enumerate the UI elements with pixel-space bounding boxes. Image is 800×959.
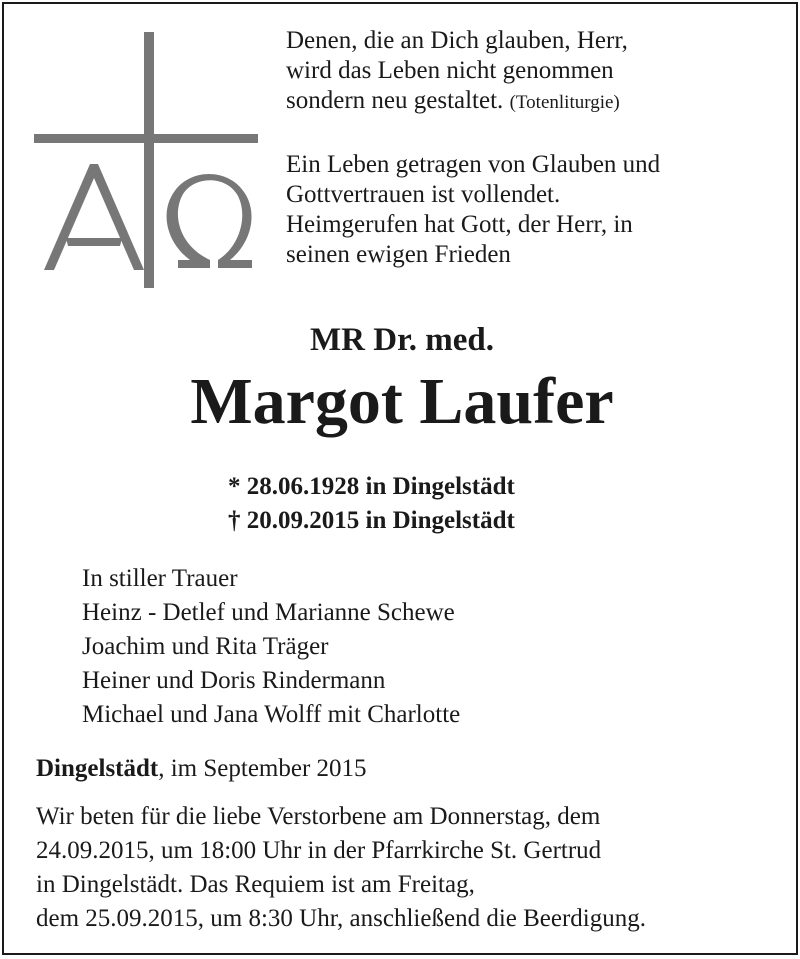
quote-line: sondern neu gestaltet. [286, 87, 504, 114]
deceased-title: MR Dr. med. [310, 322, 494, 358]
cross-vertical-bar [144, 32, 154, 288]
mourner-line: Joachim und Rita Träger [82, 633, 329, 660]
quote-source: (Totenliturgie) [509, 92, 620, 113]
date-text: , im September 2015 [158, 755, 367, 782]
faith-statement [286, 150, 660, 270]
alpha-glyph [44, 164, 144, 270]
mourners-list [82, 562, 460, 732]
service-line: 24.09.2015, um 18:00 Uhr in der Pfarrkirche St. Gertrud [36, 837, 602, 864]
life-dates [228, 470, 515, 538]
faith-line: Ein Leben getragen von Glauben und [286, 151, 661, 178]
death-date: † 20.09.2015 in Dingelstädt [228, 507, 515, 534]
scripture-quote [286, 26, 628, 118]
service-line: in Dingelstädt. Das Requiem ist am Freitag, [36, 871, 475, 898]
place-name: Dingelstädt [36, 755, 159, 782]
service-line: Wir beten für die liebe Verstorbene am Donnerstag, dem [36, 803, 601, 830]
birth-date: * 28.06.1928 in Dingelstädt [228, 473, 515, 500]
quote-line: Denen, die an Dich glauben, Herr, [286, 27, 628, 54]
omega-glyph [167, 174, 252, 268]
cross-horizontal-bar [34, 134, 258, 143]
quote-line: wird das Leben nicht genommen [286, 57, 614, 84]
mourner-line: Heinz - Detlef und Marianne Schewe [82, 599, 455, 626]
obituary-notice [2, 2, 798, 955]
faith-line: seinen ewigen Frieden [286, 241, 511, 268]
mourner-line: Heiner und Doris Rindermann [82, 667, 386, 694]
deceased-name: Margot Laufer [190, 365, 614, 438]
place-date [36, 754, 367, 784]
mourner-line: Michael und Jana Wolff mit Charlotte [82, 701, 461, 728]
service-line: dem 25.09.2015, um 8:30 Uhr, anschließend die Beerdigung. [36, 905, 646, 932]
mourner-line: In stiller Trauer [82, 565, 238, 592]
faith-line: Gottvertrauen ist vollendet. [286, 181, 561, 208]
faith-line: Heimgerufen hat Gott, der Herr, in [286, 211, 633, 238]
service-info [36, 800, 646, 936]
cross-alpha-omega-icon [30, 32, 262, 290]
